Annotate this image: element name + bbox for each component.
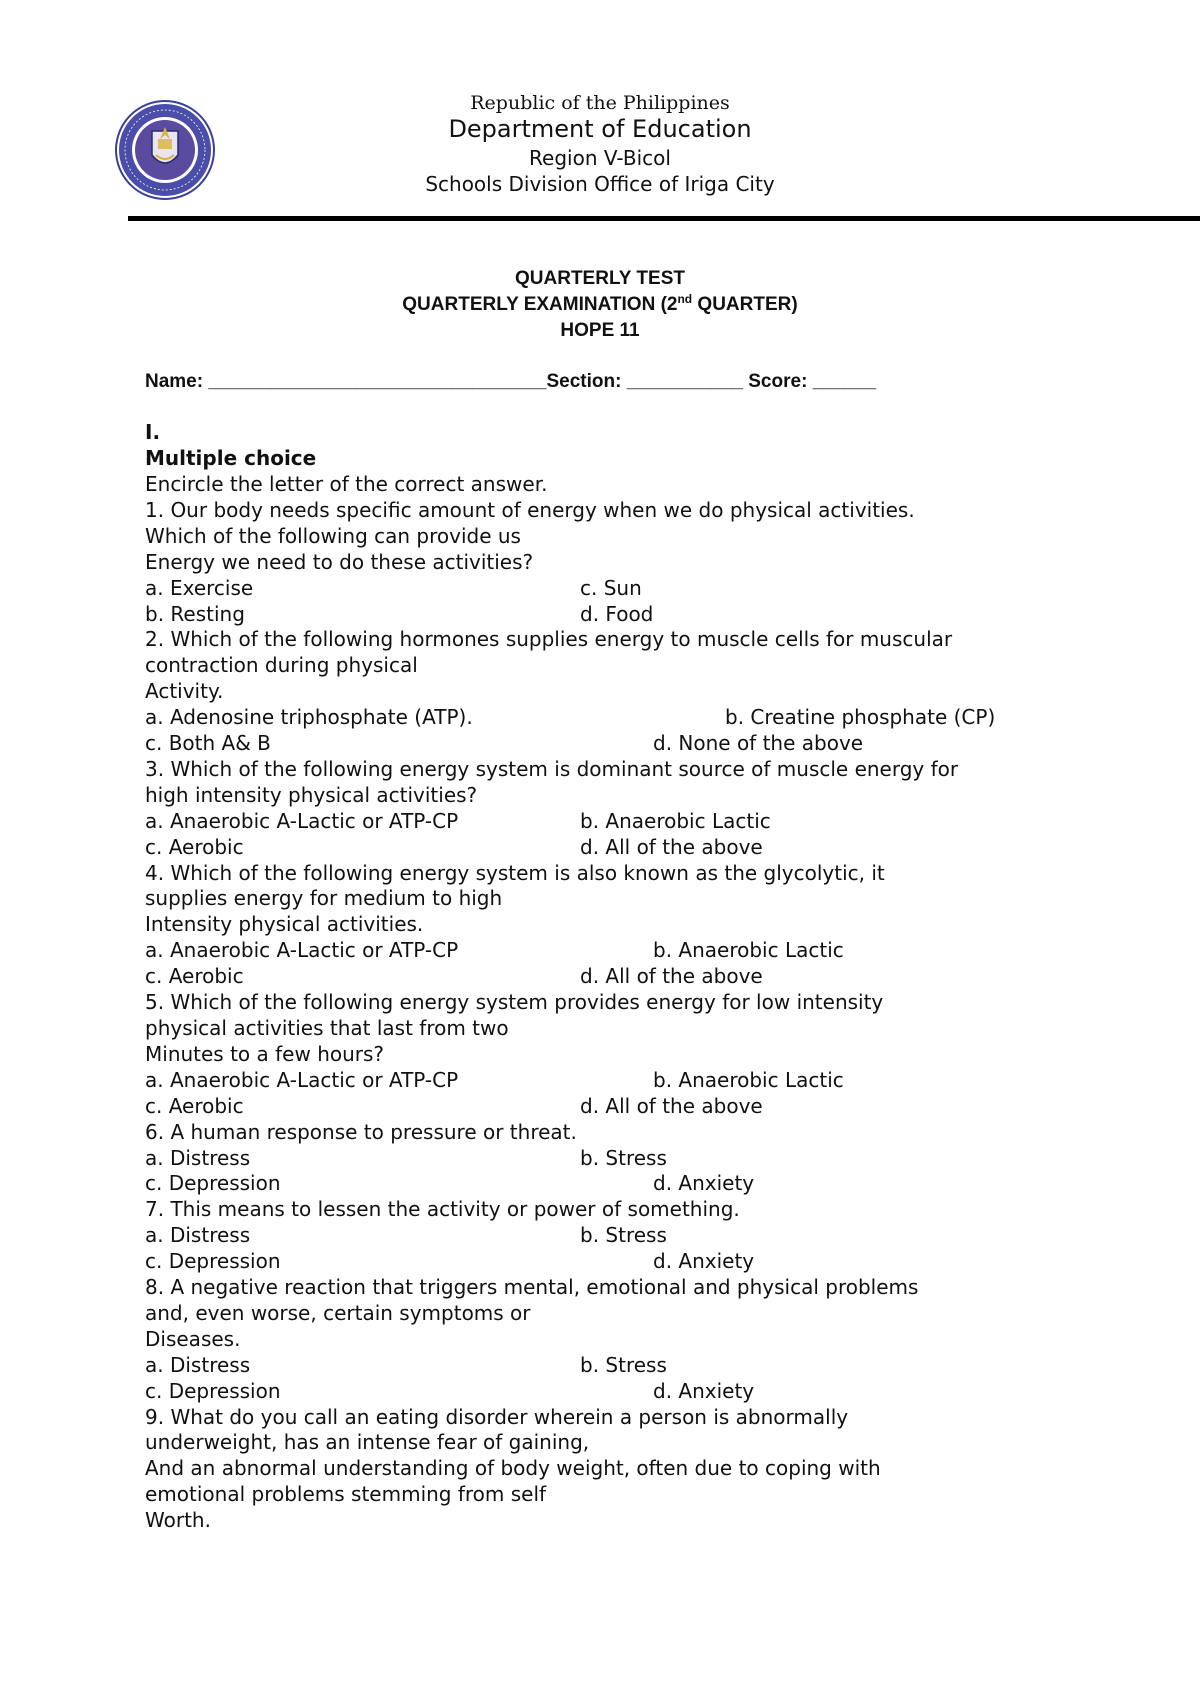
question-1-text: Energy we need to do these activities? [145, 550, 534, 574]
question-8-text: 8. A negative reaction that triggers mental, emotional and physical problems [145, 1275, 919, 1299]
question-2-choice[interactable]: b. Creatine phosphate (CP) [725, 705, 996, 729]
question-7-choice[interactable]: c. Depression [145, 1249, 281, 1273]
question-9-text: Worth. [145, 1508, 211, 1532]
republic-line: Republic of the Philippines [470, 92, 730, 114]
question-6-choice[interactable]: c. Depression [145, 1171, 281, 1195]
question-2-text: 2. Which of the following hormones supplies energy to muscle cells for muscular [145, 627, 953, 651]
question-5-text: 5. Which of the following energy system provides energy for low intensity [145, 990, 884, 1014]
question-5-text: physical activities that last from two [145, 1016, 509, 1040]
ordinal-suffix: nd [677, 292, 693, 306]
name-field[interactable]: ________________________________ [208, 371, 547, 392]
question-5-choice[interactable]: b. Anaerobic Lactic [653, 1068, 844, 1092]
section-field[interactable]: ___________ [626, 371, 743, 392]
question-7-choice[interactable]: d. Anxiety [653, 1249, 755, 1273]
test-title: QUARTERLY TEST [515, 268, 685, 289]
question-4-choice[interactable]: c. Aerobic [145, 964, 244, 988]
question-2-text: Activity. [145, 679, 224, 703]
instruction-text: Encircle the letter of the correct answer. [145, 472, 548, 496]
question-9-text: underweight, has an intense fear of gaining, [145, 1430, 590, 1454]
question-8-choice[interactable]: a. Distress [145, 1353, 251, 1377]
department-name: Department of Education [448, 115, 752, 143]
question-7-choice[interactable]: a. Distress [145, 1223, 251, 1247]
question-7-text: 7. This means to lessen the activity or power of something. [145, 1197, 740, 1221]
question-1-choice[interactable]: b. Resting [145, 602, 245, 626]
question-1-choice[interactable]: d. Food [580, 602, 654, 626]
question-3-text: high intensity physical activities? [145, 783, 478, 807]
header-divider [128, 216, 1200, 221]
division-line: Schools Division Office of Iriga City [425, 172, 775, 196]
question-7-choice[interactable]: b. Stress [580, 1223, 667, 1247]
question-1-text: Which of the following can provide us [145, 524, 521, 548]
question-2-text: contraction during physical [145, 653, 418, 677]
question-4-choice[interactable]: b. Anaerobic Lactic [653, 938, 844, 962]
question-3-choice[interactable]: b. Anaerobic Lactic [580, 809, 771, 833]
question-6-text: 6. A human response to pressure or threat. [145, 1120, 577, 1144]
question-8-choice[interactable]: c. Depression [145, 1379, 281, 1403]
question-5-text: Minutes to a few hours? [145, 1042, 385, 1066]
question-4-choice[interactable]: d. All of the above [580, 964, 763, 988]
region-line: Region V-Bicol [529, 146, 671, 170]
score-label: Score: [742, 371, 813, 392]
question-5-choice[interactable]: d. All of the above [580, 1094, 763, 1118]
question-3-choice[interactable]: a. Anaerobic A-Lactic or ATP-CP [145, 809, 459, 833]
student-info-line [145, 371, 876, 393]
question-6-choice[interactable]: d. Anxiety [653, 1171, 755, 1195]
question-3-choice[interactable]: d. All of the above [580, 835, 763, 859]
exam-subtitle-end: QUARTER) [692, 294, 798, 315]
question-2-choice[interactable]: d. None of the above [653, 731, 864, 755]
question-9-text: 9. What do you call an eating disorder wherein a person is abnormally [145, 1405, 849, 1429]
question-9-text: emotional problems stemming from self [145, 1482, 547, 1506]
question-8-choice[interactable]: b. Stress [580, 1353, 667, 1377]
score-field[interactable]: ______ [812, 371, 877, 392]
exam-subtitle [0, 294, 1200, 316]
question-6-choice[interactable]: b. Stress [580, 1146, 667, 1170]
question-1-text: 1. Our body needs specific amount of energy when we do physical activities. [145, 498, 915, 522]
question-9-text: And an abnormal understanding of body weight, often due to coping with [145, 1456, 881, 1480]
question-5-choice[interactable]: c. Aerobic [145, 1094, 244, 1118]
question-8-text: Diseases. [145, 1327, 241, 1351]
question-8-text: and, even worse, certain symptoms or [145, 1301, 531, 1325]
question-2-choice[interactable]: a. Adenosine triphosphate (ATP). [145, 705, 473, 729]
question-4-choice[interactable]: a. Anaerobic A-Lactic or ATP-CP [145, 938, 459, 962]
exam-subtitle-start: QUARTERLY EXAMINATION (2 [402, 294, 678, 315]
question-4-text: supplies energy for medium to high [145, 886, 503, 910]
question-1-choice[interactable]: a. Exercise [145, 576, 254, 600]
question-6-choice[interactable]: a. Distress [145, 1146, 251, 1170]
question-5-choice[interactable]: a. Anaerobic A-Lactic or ATP-CP [145, 1068, 459, 1092]
question-4-text: 4. Which of the following energy system is also known as the glycolytic, it [145, 861, 885, 885]
question-3-text: 3. Which of the following energy system is dominant source of muscle energy for [145, 757, 959, 781]
question-8-choice[interactable]: d. Anxiety [653, 1379, 755, 1403]
question-1-choice[interactable]: c. Sun [580, 576, 642, 600]
question-3-choice[interactable]: c. Aerobic [145, 835, 244, 859]
part-heading: Multiple choice [145, 446, 317, 470]
name-label: Name: [145, 371, 209, 392]
subject-title: HOPE 11 [560, 320, 640, 341]
part-number: I. [145, 420, 161, 444]
question-4-text: Intensity physical activities. [145, 912, 424, 936]
question-2-choice[interactable]: c. Both A& B [145, 731, 271, 755]
section-label: Section: [546, 371, 627, 392]
